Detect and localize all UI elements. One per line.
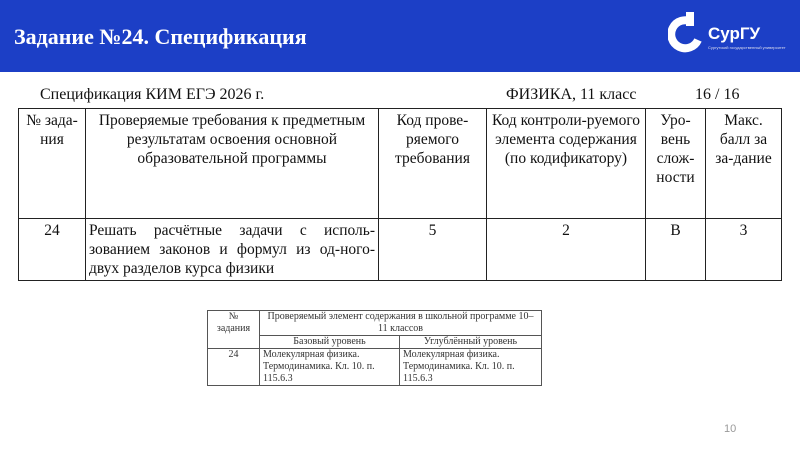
header-cell: № зада-ния bbox=[19, 109, 86, 219]
slide-title: Задание №24. Спецификация bbox=[14, 24, 307, 49]
header-cell: Уро-вень слож-ности bbox=[646, 109, 706, 219]
cell: Молекулярная физика. Термодинамика. Кл. 10. п. 115.6.3 bbox=[400, 349, 542, 386]
header-cell: Проверяемые требования к предметным результатам освоения основной образовательной программы bbox=[86, 109, 379, 219]
table-row bbox=[19, 219, 782, 281]
header-cell: Код прове-ряемого требования bbox=[379, 109, 487, 219]
cell: 24 bbox=[208, 349, 260, 386]
header-cell: Код контроли-руемого элемента содержания (по кодификатору) bbox=[487, 109, 646, 219]
header-cell: Углублённый уровень bbox=[400, 336, 542, 349]
cell: 2 bbox=[487, 219, 646, 281]
header-cell: Макс. балл за за-дание bbox=[706, 109, 782, 219]
page-number: 10 bbox=[724, 423, 737, 435]
cell: 5 bbox=[379, 219, 487, 281]
logo-icon bbox=[668, 10, 704, 54]
spec-page: 16 / 16 bbox=[695, 86, 740, 103]
logo-subtitle: Сургутский государственный университет bbox=[708, 45, 786, 50]
header-cell: № задания bbox=[208, 311, 260, 349]
cell: Решать расчётные задачи с исполь-зованием законов и формул из од-ного-двух разделов курса физики bbox=[86, 219, 379, 281]
table-row bbox=[208, 349, 542, 386]
content-element-table bbox=[207, 310, 542, 386]
spec-title: Спецификация КИМ ЕГЭ 2026 г. bbox=[40, 86, 265, 103]
table-header-row bbox=[19, 109, 782, 219]
logo-name: СурГУ bbox=[708, 24, 761, 43]
slide-header bbox=[0, 0, 800, 72]
cell: Молекулярная физика. Термодинамика. Кл. 10. п. 115.6.3 bbox=[260, 349, 400, 386]
surgu-logo bbox=[668, 10, 798, 65]
header-cell: Проверяемый элемент содержания в школьной программе 10–11 классов bbox=[260, 311, 542, 336]
header-cell: Базовый уровень bbox=[260, 336, 400, 349]
spec-subject: ФИЗИКА, 11 класс bbox=[506, 86, 637, 103]
specification-table bbox=[18, 108, 782, 281]
cell: 3 bbox=[706, 219, 782, 281]
cell: 24 bbox=[19, 219, 86, 281]
cell: В bbox=[646, 219, 706, 281]
